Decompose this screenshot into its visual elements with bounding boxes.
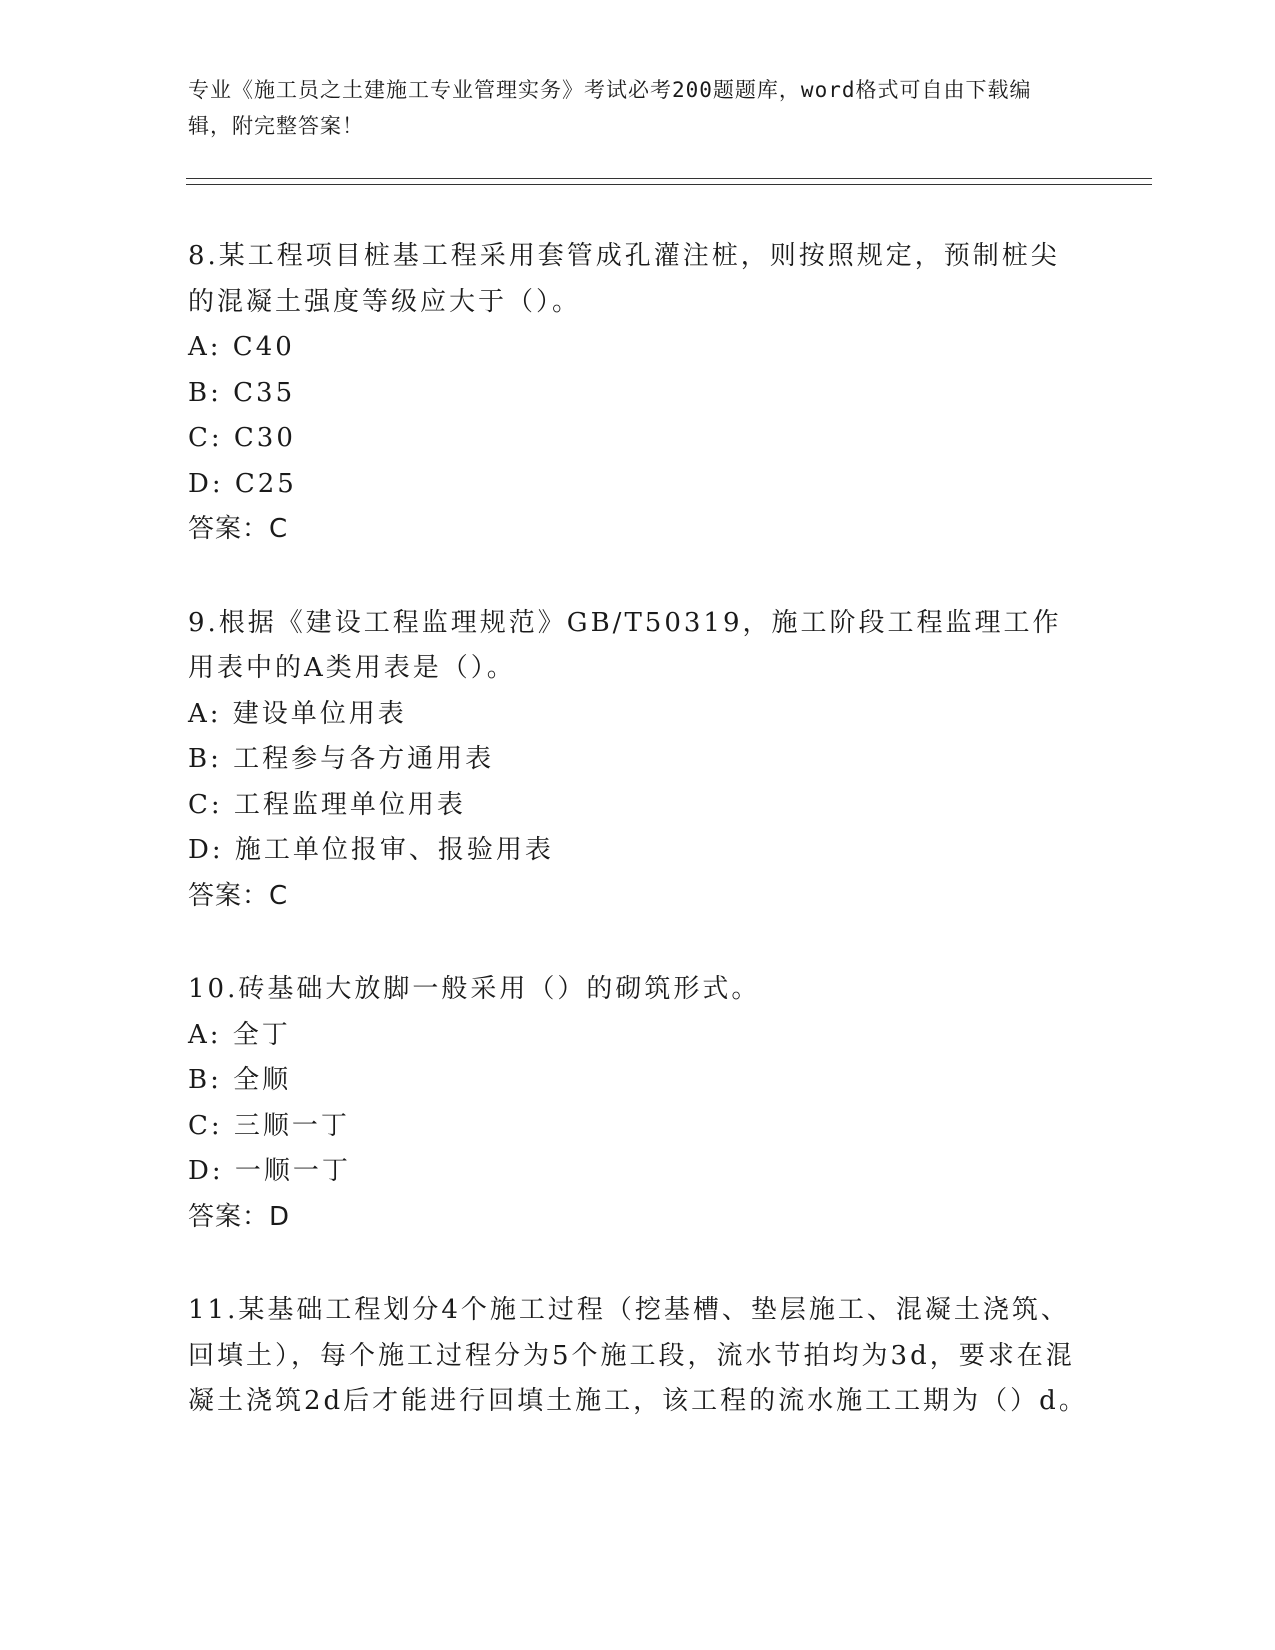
option-b: B: C35 [188,377,296,408]
answer-line: 答案：C [188,880,289,911]
option-c: C: C30 [188,423,296,453]
option-b: B: 全顺 [188,1065,292,1095]
question-10 [188,967,1088,1240]
answer-line: 答案：C [188,514,289,544]
option-d: D: 施工单位报审、报验用表 [188,835,554,865]
answer-line: 答案：D [188,1201,291,1232]
question-stem: 11.某基础工程划分4个施工过程（挖基槽、垫层施工、混凝土浇筑、回填土），每个施工过程分为5个施工段，流水节拍均为3d，要求在混凝土浇筑2d后才能进行回填土施工，该工程的流水施工工期为（）d。 [188,1295,1088,1416]
header-divider-bottom [186,184,1152,185]
question-stem: 9.根据《建设工程监理规范》GB/T50319，施工阶段工程监理工作用表中的A类用表是（）。 [188,607,1062,683]
question-8 [188,234,1088,553]
question-stem: 10.砖基础大放脚一般采用（）的砌筑形式。 [188,974,761,1004]
option-d: D: 一顺一丁 [188,1156,351,1186]
option-a: A: 全丁 [188,1019,291,1050]
question-11 [188,1288,1088,1425]
option-a: A: C40 [188,332,295,362]
question-stem: 8.某工程项目桩基工程采用套管成孔灌注桩，则按照规定，预制桩尖的混凝土强度等级应大于（）。 [188,241,1060,317]
header-divider-top [186,178,1152,179]
option-c: C: 三顺一丁 [188,1110,350,1141]
option-b: B: 工程参与各方通用表 [188,744,495,774]
question-list [188,234,1088,1473]
option-list [188,1013,1088,1195]
option-d: D: C25 [188,468,297,499]
document-header: 专业《施工员之土建施工专业管理实务》考试必考200题题库，word格式可自由下载编辑，附完整答案！ [188,78,1032,138]
option-c: C: 工程监理单位用表 [188,789,466,820]
question-9 [188,601,1088,920]
option-list [188,692,1088,874]
option-a: A: 建设单位用表 [188,698,407,729]
option-list [188,325,1088,507]
